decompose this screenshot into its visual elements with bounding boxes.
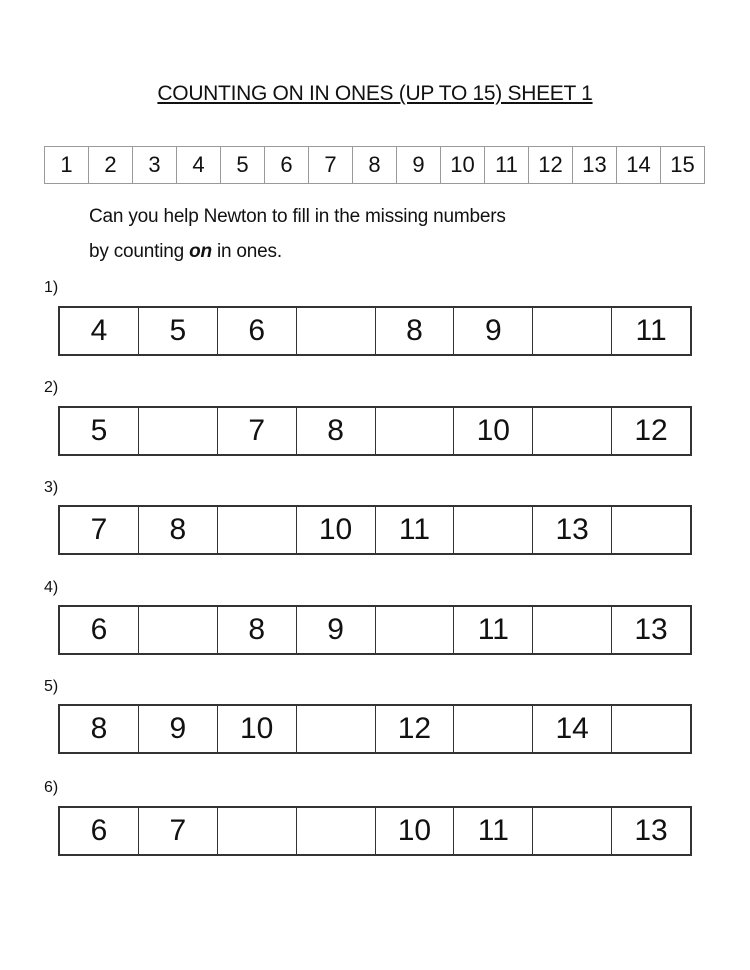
answer-cell[interactable]	[533, 607, 612, 653]
instruction-line-2	[89, 241, 282, 263]
instruction-text: in ones.	[211, 241, 282, 262]
question-row-3	[58, 505, 692, 555]
answer-cell[interactable]	[612, 706, 690, 752]
question-row-1	[58, 306, 692, 356]
question-label: 5)	[44, 678, 59, 695]
question-label: 6)	[44, 779, 59, 796]
answer-cell: 9	[297, 607, 376, 653]
answer-cell: 10	[454, 408, 533, 454]
question-label: 1)	[44, 279, 59, 296]
answer-cell: 8	[376, 308, 455, 354]
answer-cell[interactable]	[297, 308, 376, 354]
number-line-cell: 1	[45, 147, 89, 183]
answer-cell: 8	[297, 408, 376, 454]
answer-cell: 10	[218, 706, 297, 752]
answer-cell[interactable]	[454, 706, 533, 752]
question-label: 3)	[44, 479, 59, 496]
answer-cell: 11	[635, 314, 667, 347]
number-line-cell: 14	[617, 147, 661, 183]
answer-cell[interactable]	[533, 308, 612, 354]
answer-cell: 11	[454, 607, 533, 653]
number-line-cell: 2	[89, 147, 133, 183]
answer-cell: 9	[139, 706, 218, 752]
instruction-line-1: Can you help Newton to fill in the missing numbers	[89, 206, 506, 227]
answer-cell: 11	[454, 808, 533, 854]
number-line-cell: 6	[265, 147, 309, 183]
answer-cell[interactable]	[533, 808, 612, 854]
number-line-cell: 10	[441, 147, 485, 183]
answer-cell[interactable]	[454, 507, 533, 553]
number-line-cell: 11	[485, 147, 529, 183]
answer-cell[interactable]	[218, 808, 297, 854]
answer-cell[interactable]	[218, 507, 297, 553]
answer-cell: 9	[454, 308, 533, 354]
number-line-cell: 9	[397, 147, 441, 183]
question-row-2	[58, 406, 692, 456]
instruction-text: by counting	[89, 241, 190, 262]
answer-cell: 13	[634, 613, 668, 646]
number-line-cell: 4	[177, 147, 221, 183]
answer-cell: 10	[297, 507, 376, 553]
answer-cell: 6	[60, 808, 139, 854]
answer-cell[interactable]	[297, 706, 376, 752]
answer-cell: 4	[60, 308, 139, 354]
question-row-4	[58, 605, 692, 655]
question-label: 2)	[44, 379, 59, 396]
number-line-cell: 12	[529, 147, 573, 183]
question-label: 4)	[44, 579, 59, 596]
number-line	[44, 146, 705, 184]
answer-cell: 5	[139, 308, 218, 354]
answer-cell[interactable]	[139, 408, 218, 454]
answer-cell: 8	[218, 607, 297, 653]
answer-cell[interactable]	[612, 507, 690, 553]
answer-cell[interactable]	[533, 408, 612, 454]
answer-cell[interactable]	[376, 607, 455, 653]
answer-cell: 12	[376, 706, 455, 752]
answer-cell: 6	[60, 607, 139, 653]
answer-cell: 12	[634, 414, 668, 447]
answer-cell[interactable]	[297, 808, 376, 854]
answer-cell: 10	[376, 808, 455, 854]
number-line-cell: 7	[309, 147, 353, 183]
number-line-cell: 13	[573, 147, 617, 183]
instruction-emphasis: on	[189, 241, 212, 262]
question-row-5	[58, 704, 692, 754]
answer-cell: 8	[60, 706, 139, 752]
number-line-cell: 8	[353, 147, 397, 183]
answer-cell: 8	[139, 507, 218, 553]
question-row-6	[58, 806, 692, 856]
answer-cell: 7	[60, 507, 139, 553]
answer-cell: 11	[376, 507, 455, 553]
answer-cell: 7	[218, 408, 297, 454]
worksheet-title: COUNTING ON IN ONES (UP TO 15) SHEET 1	[157, 82, 593, 105]
answer-cell: 5	[60, 408, 139, 454]
answer-cell: 14	[533, 706, 612, 752]
number-line-cell: 15	[670, 152, 695, 177]
number-line-cell: 3	[133, 147, 177, 183]
number-line-cell: 5	[221, 147, 265, 183]
answer-cell: 13	[533, 507, 612, 553]
answer-cell: 6	[218, 308, 297, 354]
answer-cell: 13	[634, 814, 668, 847]
answer-cell[interactable]	[139, 607, 218, 653]
answer-cell[interactable]	[376, 408, 455, 454]
answer-cell: 7	[139, 808, 218, 854]
